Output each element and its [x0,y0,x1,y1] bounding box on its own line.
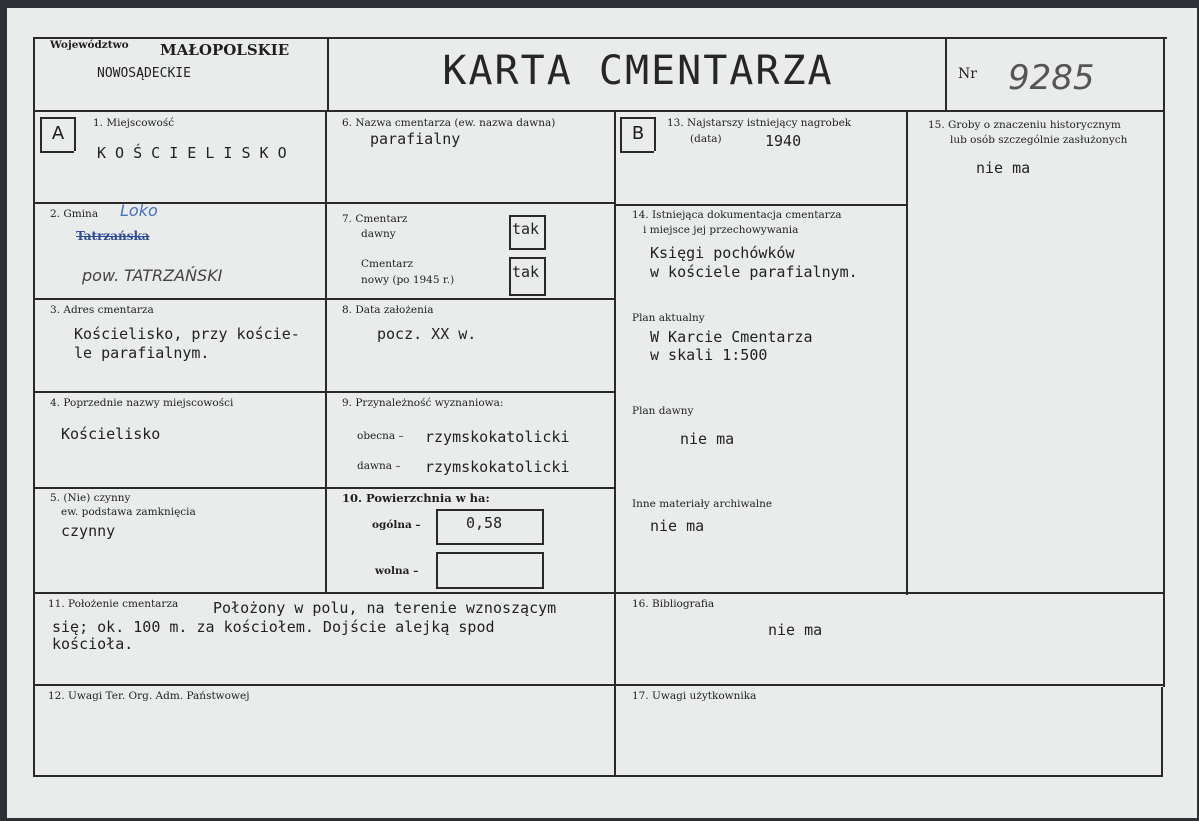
field-2-label: 2. Gmina [50,208,99,220]
section-a-box [40,117,76,151]
section-b-letter: B [631,123,645,144]
field-7-label-1: 7. Cmentarz [342,213,408,225]
field-11-line-3: kościoła. [52,635,134,653]
row-line-3 [33,391,616,393]
border-top [33,37,1167,39]
plan-current-line-1: W Karcie Cmentarza [650,328,813,346]
field-12-label: 12. Uwagi Ter. Org. Adm. Państwowej [48,690,250,702]
other-materials-value: nie ma [650,517,705,535]
field-16-value: nie ma [768,621,823,639]
plan-old-value: nie ma [680,430,735,448]
field-13-label-2: (data) [690,133,722,145]
field-7-label-3: Cmentarz [361,258,413,270]
field-2-struck: Tatrzańska [76,229,150,243]
field-9-current-label: obecna – [357,430,404,442]
field-14-label-1: 14. Istniejąca dokumentacja cmentarza [632,209,842,221]
field-1-label: 1. Miejscowość [93,117,175,129]
border-left [33,37,35,777]
voivodeship-value: MAŁOPOLSKIE [160,41,290,59]
field-15-label-1: 15. Groby o znaczeniu historycznym [928,119,1121,131]
col-split-2 [614,110,616,777]
field-6-label: 6. Nazwa cmentarza (ew. nazwa dawna) [342,117,556,129]
field-8-value: pocz. XX w. [377,325,477,343]
field-11-label: 11. Położenie cmentarza [48,598,179,610]
field-9-current-value: rzymskokatolicki [425,428,570,446]
plan-current-line-2: w skali 1:500 [650,346,768,364]
field-9-former-value: rzymskokatolicki [425,458,570,476]
field-3-label: 3. Adres cmentarza [50,304,154,316]
field-13-label-1: 13. Najstarszy istniejący nagrobek [667,117,852,129]
field-15-label-2: lub osób szczególnie zasłużonych [950,134,1128,146]
other-materials-label: Inne materiały archiwalne [632,498,773,510]
row-line-2 [33,298,616,300]
header-split-1 [327,37,329,112]
field-10-total-label: ogólna – [372,519,421,531]
field-5-label-2: ew. podstawa zamknięcia [61,506,196,518]
field-10-free-box [436,552,544,589]
header-divider [33,110,1165,112]
field-7-box-1-value: tak [512,220,540,238]
field-7-label-4: nowy (po 1945 r.) [361,274,455,286]
field-8-label: 8. Data założenia [342,304,434,316]
border-bottom [33,775,1163,777]
field-7-label-2: dawny [361,228,396,240]
section-a-letter: A [51,123,65,144]
field-16-label: 16. Bibliografia [632,598,715,610]
field-10-label: 10. Powierzchnia w ha: [342,491,490,505]
field-9-label: 9. Przynależność wyznaniowa: [342,397,504,409]
number-value: 9285 [1008,58,1095,98]
field-10-total-value: 0,58 [466,514,503,532]
row-line-4 [33,487,616,489]
field-2-handwritten: Loko [120,201,158,220]
plan-old-label: Plan dawny [632,405,694,417]
field-9-former-label: dawna – [357,460,401,472]
field-17-label: 17. Uwagi użytkownika [632,690,757,702]
col-split-3 [906,110,908,595]
field-13-value: 1940 [765,132,802,150]
field-1-value: K O Ś C I E L I S K O [97,144,287,162]
field-14-label-2: i miejsce jej przechowywania [643,224,799,236]
col-split-1 [325,110,327,592]
field-6-value: parafialny [370,130,461,148]
number-label: Nr [958,66,977,82]
field-14-value-1: Księgi pochówków [650,244,795,262]
voivodeship-old: NOWOSĄDECKIE [97,66,191,81]
border-right [1163,37,1165,687]
row-line-b [614,204,908,206]
field-5-value: czynny [61,522,116,540]
row-line-6 [33,684,1165,686]
border-right-low [1161,687,1163,777]
section-b-box [620,117,656,151]
field-3-line-2: le parafialnym. [74,344,210,362]
field-4-value: Kościelisko [61,425,161,443]
field-11-line-2: się; ok. 100 m. za kościołem. Dojście alejką spod [52,618,495,636]
field-14-value-2: w kościele parafialnym. [650,263,858,281]
voivodeship-label: Województwo [50,39,129,51]
page-title: KARTA CMENTARZA [442,48,834,94]
field-7-box-2-value: tak [512,263,540,281]
plan-current-label: Plan aktualny [632,312,705,324]
field-10-free-label: wolna – [375,565,419,577]
row-line-5 [33,592,1165,594]
field-3-line-1: Kościelisko, przy koście- [74,325,300,343]
field-15-value: nie ma [976,159,1031,177]
field-2-handwritten-2: pow. TATRZAŃSKI [82,266,223,285]
field-11-line-1: Położony w polu, na terenie wznoszącym [213,599,557,617]
field-5-label-1: 5. (Nie) czynny [50,492,131,504]
field-4-label: 4. Poprzednie nazwy miejscowości [50,397,234,409]
